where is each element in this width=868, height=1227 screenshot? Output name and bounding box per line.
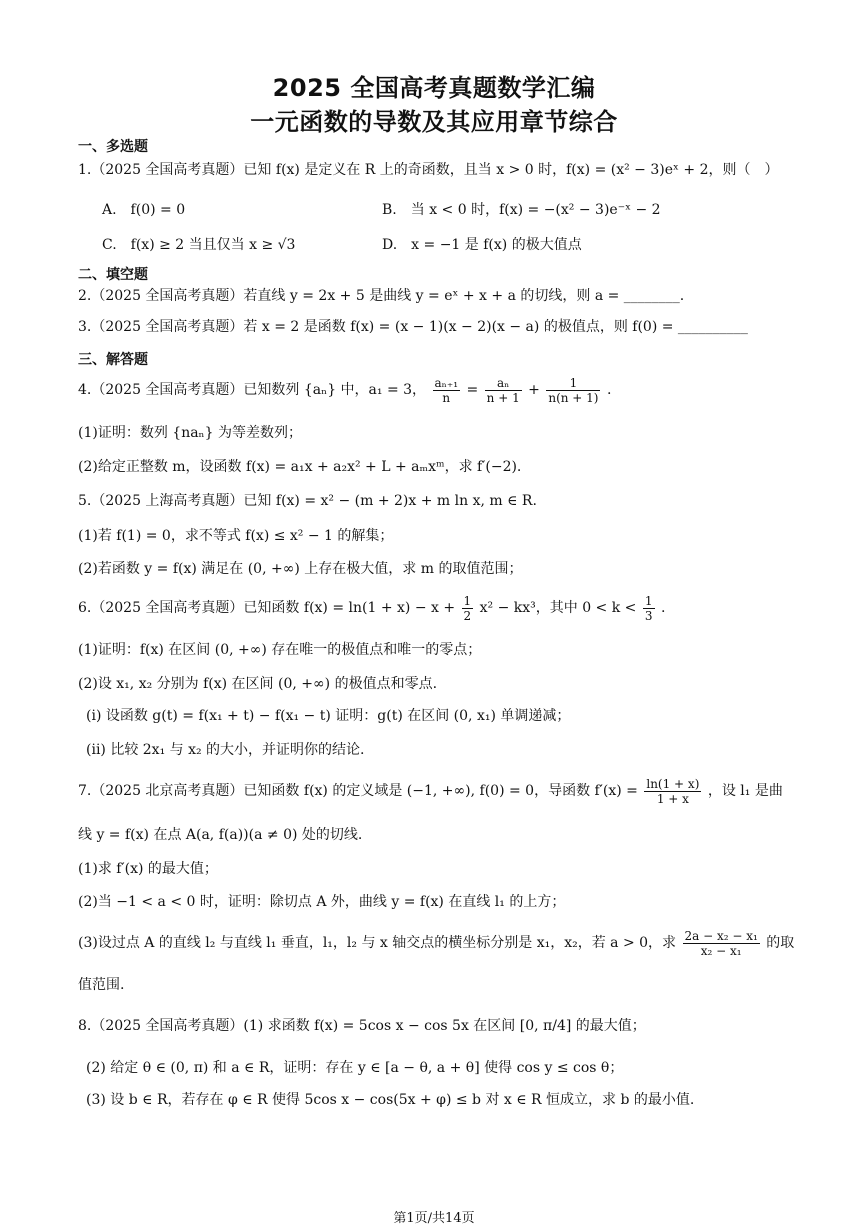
fraction-a-n-plus-1-over-n: $\frac{\text{aₙ₊₁}}{n}$ xyxy=(434,375,459,405)
page-footer: 第1页/共14页 xyxy=(393,1211,475,1226)
section-heading-solutions: 三、解答题 xyxy=(78,352,148,368)
title-line-2: 一元函数的导数及其应用章节综合 xyxy=(250,108,618,136)
question-4-part-1: (1)证明：数列 {naₙ} 为等差数列； xyxy=(78,425,302,441)
question-7-stem: 7.（2025 北京高考真题）已知函数 f(x) 的定义域是 (−1, +∞), f(0) = 0，导函数 f′(x) = $\frac{\ln(1 + x)}{1 + x}$ ，设 l₁ 是曲 xyxy=(78,776,783,806)
question-4-stem: 4.（2025 全国高考真题）已知数列 {aₙ} 中，a₁ = 3， $\frac{\text{aₙ₊₁}}{n}$ = $\frac{\text{aₙ}}{n + 1}$ + $\frac{1}{n(n + 1)}$ . xyxy=(78,375,612,405)
question-7-part-1: (1)求 f′(x) 的最大值； xyxy=(78,861,218,877)
interval-0-pi-over-4: [0, π/4] xyxy=(519,1018,572,1034)
question-6-part-2-ii: (ii) 比较 2x₁ 与 x₂ 的大小，并证明你的结论. xyxy=(86,742,365,758)
fraction-ratio: $\frac{\text{2a − x₂ − x₁}}{\text{x₂ − x₁}}$ xyxy=(684,928,758,958)
question-6-part-2: (2)设 x₁, x₂ 分别为 f(x) 在区间 (0, +∞) 的极值点和零点. xyxy=(78,676,438,692)
question-8-part-2: (2) 给定 θ ∈ (0, π) 和 a ∈ R，证明：存在 y ∈ [a − θ, a + θ] 使得 cos y ≤ cos θ； xyxy=(86,1060,624,1076)
question-1-option-c: C. f(x) ≥ 2 当且仅当 x ≥ √3 xyxy=(102,237,296,253)
question-5-part-1: (1)若 f(1) = 0，求不等式 f(x) ≤ x² − 1 的解集； xyxy=(78,528,394,544)
fraction-one-half: $\frac{1}{2}$ xyxy=(463,593,472,623)
question-6-part-1: (1)证明：f(x) 在区间 (0, +∞) 存在唯一的极值点和唯一的零点； xyxy=(78,642,482,658)
question-7-part-3-cont: 值范围. xyxy=(78,977,125,993)
question-4-stem-text: 4.（2025 全国高考真题）已知数列 {aₙ} 中，a₁ = 3， xyxy=(78,382,427,398)
fraction-1-over-n-n-plus-1: $\frac{1}{n(n + 1)}$ xyxy=(548,375,599,405)
question-5-stem: 5.（2025 上海高考真题）已知 f(x) = x² − (m + 2)x + m ln x, m ∈ R. xyxy=(78,493,537,509)
question-7-part-2: (2)当 −1 < a < 0 时，证明：除切点 A 外，曲线 y = f(x) 在直线 l₁ 的上方； xyxy=(78,894,566,910)
question-1-option-b: B. 当 x < 0 时，f(x) = −(x² − 3)e⁻ˣ − 2 xyxy=(382,202,661,218)
question-6-part-2-i: (i) 设函数 g(t) = f(x₁ + t) − f(x₁ − t) 证明：g(t) 在区间 (0, x₁) 单调递减； xyxy=(86,708,571,724)
fraction-derivative: $\frac{\ln(1 + x)}{1 + x}$ xyxy=(646,776,700,806)
question-2: 2.（2025 全国高考真题）若直线 y = 2x + 5 是曲线 y = eˣ + x + a 的切线，则 a = ________. xyxy=(78,288,685,304)
question-1-option-a: A. f(0) = 0 xyxy=(102,202,186,218)
question-8-stem: 8.（2025 全国高考真题）(1) 求函数 f(x) = 5cos x − cos 5x 在区间 [0, π/4] 的最大值； xyxy=(78,1018,646,1034)
question-1-option-d: D. x = −1 是 f(x) 的极大值点 xyxy=(382,237,582,253)
question-5-part-2: (2)若函数 y = f(x) 满足在 (0, +∞) 上存在极大值，求 m 的取值范围； xyxy=(78,561,523,577)
fraction-one-third: $\frac{1}{3}$ xyxy=(644,593,653,623)
question-6-stem: 6.（2025 全国高考真题）已知函数 f(x) = ln(1 + x) − x + $\frac{1}{2}$ x² − kx³，其中 0 < k < $\frac{1}{3}$ . xyxy=(78,593,666,623)
question-8-part-3: (3) 设 b ∈ R，若存在 φ ∈ R 使得 5cos x − cos(5x + φ) ≤ b 对 x ∈ R 恒成立，求 b 的最小值. xyxy=(86,1092,695,1108)
section-heading-multiple-choice: 一、多选题 xyxy=(78,139,148,155)
question-4-part-2: (2)给定正整数 m，设函数 f(x) = a₁x + a₂x² + L + aₘxᵐ，求 f′(−2). xyxy=(78,459,522,475)
section-heading-fill-in: 二、填空题 xyxy=(78,267,148,283)
fraction-a-n-over-n-plus-1: $\frac{\text{aₙ}}{n + 1}$ xyxy=(486,375,520,405)
question-7-part-3: (3)设过点 A 的直线 l₂ 与直线 l₁ 垂直，l₁，l₂ 与 x 轴交点的横坐标分别是 x₁，x₂，若 a > 0，求 $\frac{\text{2a − x₂ − x₁}}{\text{x₂ − x₁}}$ 的取 xyxy=(78,928,795,958)
question-3: 3.（2025 全国高考真题）若 x = 2 是函数 f(x) = (x − 1)(x − 2)(x − a) 的极值点，则 f(0) = __________ xyxy=(78,319,748,335)
question-1-stem: 1.（2025 全国高考真题）已知 f(x) 是定义在 R 上的奇函数，且当 x > 0 时，f(x) = (x² − 3)eˣ + 2，则（ ） xyxy=(78,162,779,178)
title-line-1: 2025 全国高考真题数学汇编 xyxy=(272,74,596,102)
question-7-stem-cont: 线 y = f(x) 在点 A(a, f(a))(a ≠ 0) 处的切线. xyxy=(78,827,363,843)
